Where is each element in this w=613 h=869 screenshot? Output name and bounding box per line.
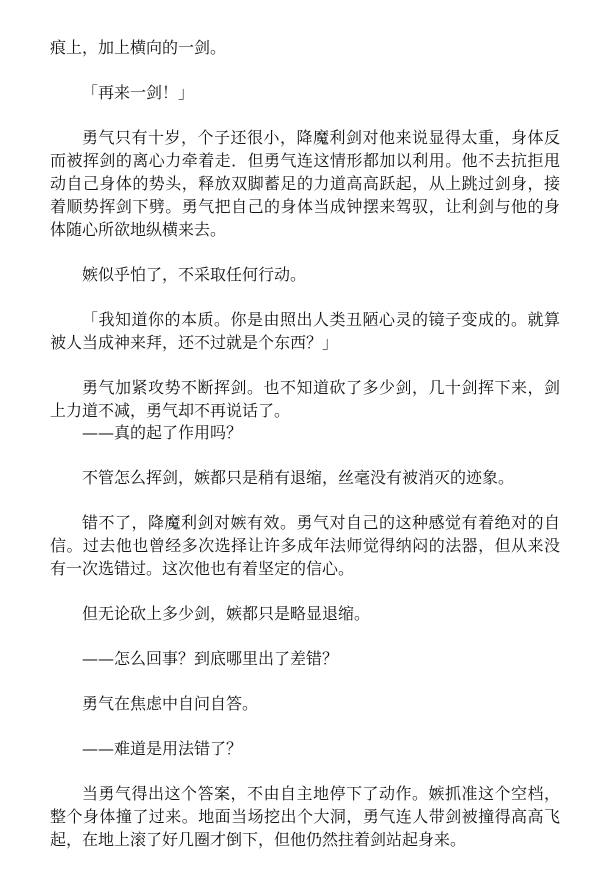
paragraph: 嫉似乎怕了，不采取任何行动。 — [82, 265, 307, 284]
thought-paragraph: ——怎么回事？到底哪里出了差错？ — [82, 649, 339, 668]
dialogue-paragraph: 「我知道你的本质。你是由照出人类丑陋心灵的镜子变成的。就算被人当成神来拜，还不过就是个东西？」 — [50, 310, 560, 352]
paragraph: 错不了，降魔利剑对嫉有效。勇气对自己的这种感觉有着绝对的自信。过去他也曾经多次选择让许多成年法师觉得纳闷的法器，但从来没有一次选错过。这次他也有着坚定的信心。 — [50, 513, 560, 578]
paragraph: 但无论砍上多少剑，嫉都只是略显退缩。 — [82, 604, 371, 623]
dialogue-paragraph: 「再来一剑！」 — [82, 83, 195, 102]
paragraph: 勇气只有十岁，个子还很小，降魔利剑对他来说显得太重，身体反而被挥剑的离心力牵着走．但勇气连这情形都加以利用。他不去抗拒甩动自己身体的势头，释放双脚蓄足的力道高高跃起，从上跳过剑身，接着顺势挥剑下劈。勇气把自己的身体当成钟摆来驾驭，让利剑与他的身体随心所欲地纵横来去。 — [50, 128, 560, 239]
paragraph: 勇气在焦虑中自问自答。 — [82, 694, 259, 713]
paragraph: 当勇气得出这个答案，不由自主地停下了动作。嫉抓准这个空档，整个身体撞了过来。地面当场挖出个大洞，勇气连人带剑被撞得高高飞起，在地上滚了好几圈才倒下，但他仍然拄着剑站起身来。 — [50, 784, 560, 849]
paragraph: 勇气加紧攻势不断挥剑。也不知道砍了多少剑，几十剑挥下来，剑上力道不减，勇气却不再说话了。 — [50, 378, 560, 420]
paragraph: 不管怎么挥剑，嫉都只是稍有退缩，丝毫没有被消灭的迹象。 — [82, 468, 515, 487]
paragraph: 痕上，加上横向的一剑。 — [50, 38, 227, 57]
thought-paragraph: ——真的起了作用吗？ — [82, 423, 243, 442]
thought-paragraph: ——难道是用法错了？ — [82, 739, 243, 758]
page — [50, 0, 560, 869]
